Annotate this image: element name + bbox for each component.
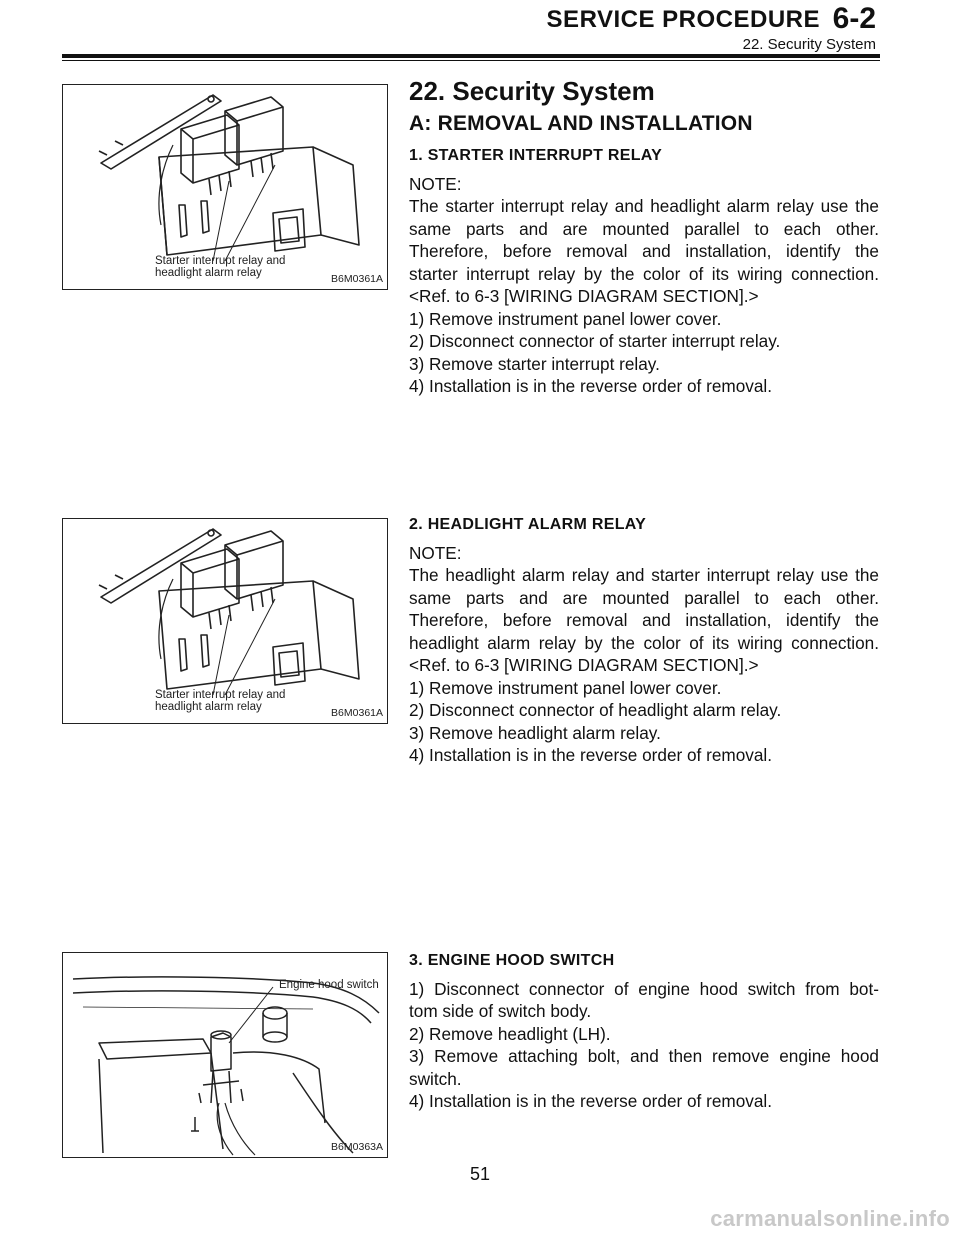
- step: switch.: [409, 1068, 462, 1089]
- section-3-text: [409, 950, 879, 1113]
- section-2-title: 2. HEADLIGHT ALARM RELAY: [409, 516, 647, 533]
- note-line: headlight alarm relay by the color of its wiring connection.: [409, 632, 879, 653]
- figure-label: [155, 255, 285, 279]
- step: 4) Installation is in the reverse order of removal.: [409, 376, 773, 396]
- figure-label-line1: Starter interrupt relay and: [155, 689, 286, 701]
- note-line: The starter interrupt relay and headlight alarm relay use the: [409, 196, 879, 216]
- note-line: The headlight alarm relay and starter interrupt relay use the: [409, 565, 879, 585]
- step: tom side of switch body.: [409, 1001, 592, 1021]
- step: 1) Remove instrument panel lower cover.: [409, 677, 722, 698]
- step: 4) Installation is in the reverse order of removal.: [409, 1091, 773, 1111]
- note-label: NOTE:: [409, 542, 462, 563]
- header-rule: [62, 54, 880, 58]
- section-1-title: 1. STARTER INTERRUPT RELAY: [409, 147, 663, 164]
- step: 1) Disconnect connector of engine hood switch from bot-: [409, 978, 879, 999]
- figure-code: B6M0361A: [331, 707, 383, 719]
- page-title: 22. Security System: [409, 76, 655, 106]
- step: 4) Installation is in the reverse order of removal.: [409, 745, 773, 765]
- section-number: 6-2: [832, 2, 876, 35]
- note-line: Therefore, before removal and installation, identify the: [409, 610, 879, 630]
- note-line: same parts and are mounted parallel to each other.: [409, 587, 879, 608]
- figure-label-line1: Engine hood switch: [279, 979, 379, 991]
- figure-label: [155, 689, 285, 713]
- step: 2) Remove headlight (LH).: [409, 1023, 611, 1044]
- step: 3) Remove starter interrupt relay.: [409, 353, 660, 374]
- watermark: carmanualsonline.info: [710, 1206, 950, 1231]
- figure-label-line1: Starter interrupt relay and: [155, 255, 286, 267]
- figure-code: B6M0361A: [331, 273, 383, 285]
- header-rule-thin: [62, 60, 880, 61]
- subsection-title: 22. Security System: [742, 36, 876, 53]
- step: 2) Disconnect connector of headlight alarm relay.: [409, 700, 782, 720]
- step: 3) Remove attaching bolt, and then remove engine hood: [409, 1046, 879, 1066]
- page-number: 51: [469, 1164, 491, 1184]
- section-title: SERVICE PROCEDURE: [546, 6, 820, 33]
- reference-link: <Ref. to 6-3 [WIRING DIAGRAM SECTION].>: [409, 286, 759, 306]
- section-2-text: [409, 514, 879, 767]
- note-line: starter interrupt relay by the color of its wiring connection.: [409, 263, 879, 284]
- note-line: Therefore, before removal and installation, identify the: [409, 241, 879, 261]
- figure-label-line2: headlight alarm relay: [155, 267, 262, 279]
- section-3-title: 3. ENGINE HOOD SWITCH: [409, 952, 615, 969]
- step: 3) Remove headlight alarm relay.: [409, 722, 661, 743]
- figure-relays-1: [62, 84, 388, 290]
- figure-hood-switch: [62, 952, 388, 1158]
- note-label: NOTE:: [409, 173, 462, 194]
- section-1-text: [409, 76, 879, 398]
- figure-label: [279, 979, 379, 991]
- step: 2) Disconnect connector of starter interrupt relay.: [409, 331, 781, 351]
- note-line: same parts and are mounted parallel to each other.: [409, 218, 879, 239]
- reference-link: <Ref. to 6-3 [WIRING DIAGRAM SECTION].>: [409, 655, 759, 675]
- figure-relays-2: [62, 518, 388, 724]
- figure-label-line2: headlight alarm relay: [155, 701, 262, 713]
- step: 1) Remove instrument panel lower cover.: [409, 308, 722, 329]
- figure-code: B6M0363A: [331, 1141, 383, 1153]
- page-subtitle: A: REMOVAL AND INSTALLATION: [409, 111, 753, 135]
